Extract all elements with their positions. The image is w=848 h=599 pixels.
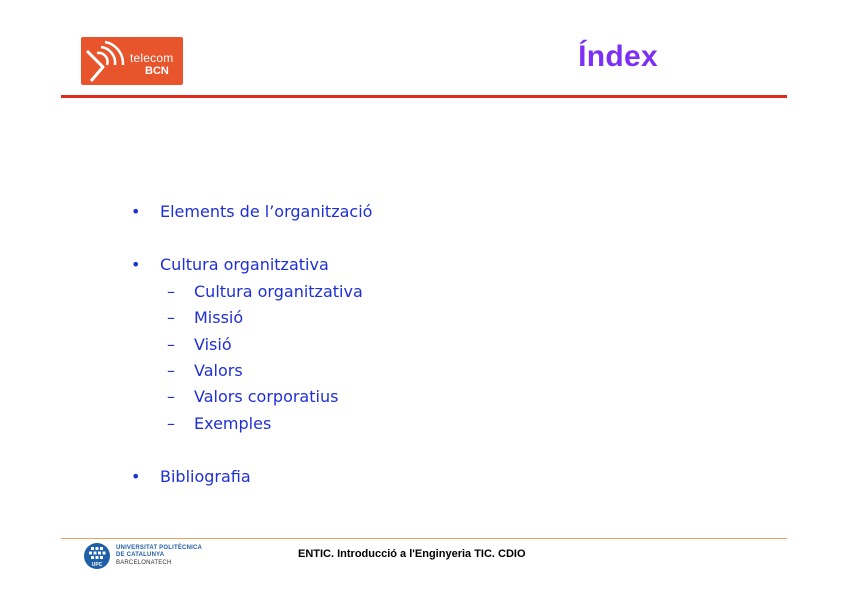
sub-list-item-label: Cultura organitzativa xyxy=(194,282,363,301)
bullet-icon: • xyxy=(131,467,141,486)
list-item xyxy=(131,467,251,486)
sub-list-item xyxy=(167,387,338,406)
sub-list-item-label: Missió xyxy=(194,308,244,327)
sub-list-item xyxy=(167,282,363,301)
upc-emblem-icon xyxy=(84,543,110,569)
list-item xyxy=(131,202,372,221)
upc-emblem-text: UPC xyxy=(91,562,103,568)
dash-icon: – xyxy=(167,387,175,406)
list-item-label: Cultura organitzativa xyxy=(160,255,329,274)
page-title: Índex xyxy=(578,40,658,73)
dash-icon: – xyxy=(167,308,175,327)
dash-icon: – xyxy=(167,361,175,380)
dash-icon: – xyxy=(167,335,175,354)
upc-name-line3: BARCELONATECH xyxy=(116,560,172,566)
bullet-icon: • xyxy=(131,202,141,221)
dash-icon: – xyxy=(167,414,175,433)
header-divider xyxy=(61,95,787,98)
sub-list-item xyxy=(167,335,232,354)
sub-list-item xyxy=(167,414,271,433)
upc-logo xyxy=(84,543,204,571)
sub-list-item-label: Valors corporatius xyxy=(194,387,339,406)
sub-list-item xyxy=(167,308,243,327)
logo-text-bcn: BCN xyxy=(145,65,169,77)
upc-name-line2: DE CATALUNYA xyxy=(116,552,165,558)
list-item-label: Bibliografia xyxy=(160,467,251,486)
telecom-bcn-logo xyxy=(81,37,183,85)
bullet-icon: • xyxy=(131,255,141,274)
list-item xyxy=(131,255,329,274)
footer-course-title: ENTIC. Introducció a l'Enginyeria TIC. CDIO xyxy=(298,548,526,560)
footer-divider xyxy=(61,538,787,539)
sub-list-item xyxy=(167,361,243,380)
upc-name-line1: UNIVERSITAT POLITÈCNICA xyxy=(116,545,203,551)
dash-icon: – xyxy=(167,282,175,301)
list-item-label: Elements de l’organització xyxy=(160,202,373,221)
logo-text-telecom: telecom xyxy=(130,51,174,65)
sub-list-item-label: Visió xyxy=(194,335,232,354)
sub-list-item-label: Exemples xyxy=(194,414,272,433)
sub-list-item-label: Valors xyxy=(194,361,243,380)
